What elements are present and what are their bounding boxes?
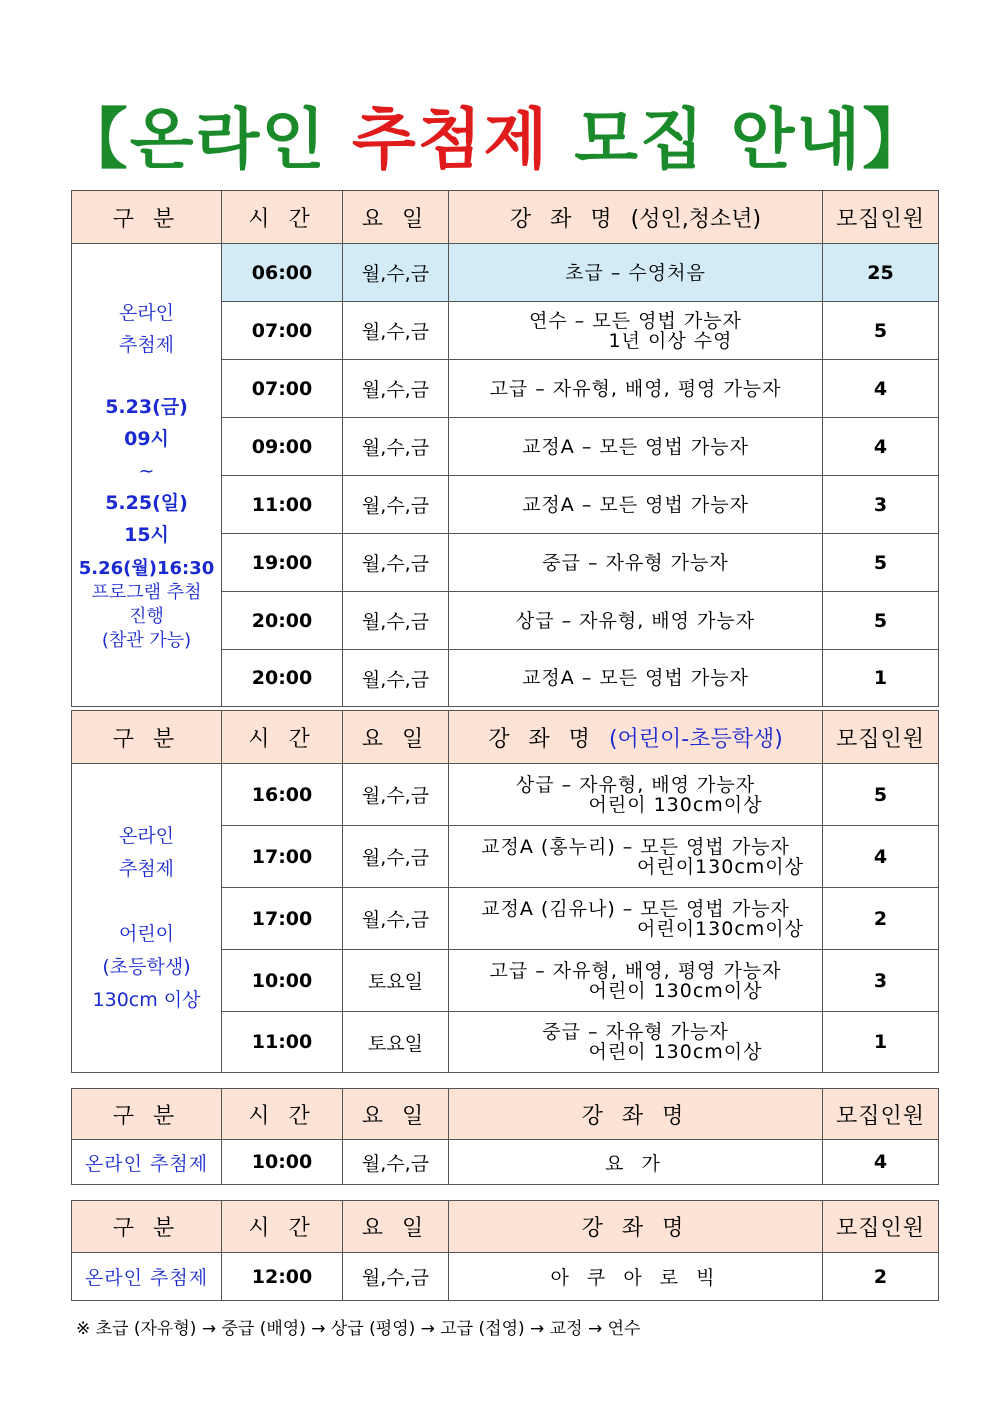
row-day: 월,수,금 [343,360,449,418]
row-count: 5 [823,592,939,650]
header-time: 시 간 [222,711,343,764]
course-name-line2: 어린이 130cm이상 [588,979,763,1002]
title-part1: 【온라인 [61,101,352,178]
row-time: 20:00 [222,592,343,650]
section1-left-cell [72,244,222,707]
course-name-line2: 어린이130cm이상 [637,917,804,940]
header-course-name [449,191,823,244]
row-day: 월,수,금 [343,534,449,592]
course-name-line2: 1년 이상 수영 [608,329,733,352]
header-course-name [449,711,823,764]
row-course-name [449,888,823,950]
header-day: 요 일 [343,711,449,764]
row-course-name [449,302,823,360]
yoga-schedule-table [71,1088,939,1185]
header-course-name-suffix: (성인,청소년) [630,206,762,232]
header-gubun: 구 분 [72,711,222,764]
course-name-line2: 어린이130cm이상 [637,855,804,878]
row-count: 25 [823,244,939,302]
header-course-name-prefix: 강 좌 명 [488,726,609,752]
row-count: 1 [823,650,939,707]
table-header-row [72,1201,939,1253]
left-text: 5.26(월)16:30 [78,558,215,579]
course-name-line1: 상급 – 자유형, 배영 가능자 [515,773,756,796]
row-day: 토요일 [343,950,449,1012]
table-row [72,1140,939,1185]
row-course-name: 아 쿠 아 로 빅 [449,1253,823,1301]
row-day: 월,수,금 [343,764,449,826]
row-time: 06:00 [222,244,343,302]
title-part3: 모집 안내】 [549,101,931,178]
row-course-name: 요 가 [449,1140,823,1185]
row-course-name [449,950,823,1012]
left-text: 5.25(일) [105,492,188,514]
row-time: 11:00 [222,1012,343,1073]
table-row [72,244,939,302]
header-day: 요 일 [343,191,449,244]
row-course-name [449,826,823,888]
kids-schedule-table [71,710,939,1073]
left-text: ~ [138,460,155,482]
row-day: 월,수,금 [343,826,449,888]
row-count: 3 [823,950,939,1012]
row-course-name: 고급 – 자유형, 배영, 평영 가능자 [449,360,823,418]
row-day: 월,수,금 [343,476,449,534]
course-name-line1: 중급 – 자유형 가능자 [542,1021,729,1043]
row-time: 07:00 [222,360,343,418]
header-count: 모집인원 [823,1201,939,1253]
row-count: 5 [823,764,939,826]
left-text: (참관 가능) [101,630,192,651]
row-time: 17:00 [222,826,343,888]
row-time: 20:00 [222,650,343,707]
header-day: 요 일 [343,1201,449,1253]
row-count: 5 [823,534,939,592]
course-name-line1: 고급 – 자유형, 배영, 평영 가능자 [489,959,782,982]
header-day: 요 일 [343,1089,449,1140]
row-time: 09:00 [222,418,343,476]
left-text: 09시 [124,428,169,450]
row-time: 16:00 [222,764,343,826]
left-text: 15시 [124,524,169,546]
row-count: 2 [823,888,939,950]
row-course-name [449,244,823,302]
row-day: 월,수,금 [343,650,449,707]
row-count: 3 [823,476,939,534]
header-gubun: 구 분 [72,1089,222,1140]
row-count: 4 [823,826,939,888]
section4-left-cell: 온라인 추첨제 [72,1253,222,1301]
row-course-name [449,1012,823,1073]
left-text: 어린이 [118,922,175,945]
course-name-line1: 교정A (김유나) – 모든 영법 가능자 [481,897,790,920]
title-part2: 추첨제 [351,101,550,178]
row-course-name: 중급 – 자유형 가능자 [449,534,823,592]
course-name-line1: 연수 – 모든 영법 가능자 [529,309,742,332]
table-row [72,1253,939,1301]
page-title [0,100,992,180]
section3-left-cell: 온라인 추첨제 [72,1140,222,1185]
header-time: 시 간 [222,1201,343,1253]
left-text: 진행 [129,606,164,627]
header-count: 모집인원 [823,1089,939,1140]
header-course-name: 강 좌 명 [449,1201,823,1253]
left-text: 5.23(금) [105,396,188,418]
row-time: 12:00 [222,1253,343,1301]
row-day: 월,수,금 [343,592,449,650]
row-day: 월,수,금 [343,302,449,360]
header-time: 시 간 [222,191,343,244]
header-course-name-prefix: 강 좌 명 [509,206,631,232]
left-text: 프로그램 추첨 [91,582,202,603]
left-text: 추첨제 [118,857,175,880]
header-course-name: 강 좌 명 [449,1089,823,1140]
left-text: (초등학생) [102,955,191,978]
row-course-name: 상급 – 자유형, 배영 가능자 [449,592,823,650]
header-count: 모집인원 [823,191,939,244]
row-day: 월,수,금 [343,244,449,302]
row-count: 4 [823,1140,939,1185]
header-gubun: 구 분 [72,1201,222,1253]
aquarobics-schedule-table [71,1200,939,1301]
level-progression-note: ※ 초급 (자유형) → 중급 (배영) → 상급 (평영) → 고급 (접영) → 교정 → 연수 [76,1319,641,1339]
left-text: 온라인 [118,302,175,324]
course-name-line1: 교정A (홍누리) – 모든 영법 가능자 [481,835,790,858]
row-count: 4 [823,418,939,476]
row-count: 5 [823,302,939,360]
row-count: 1 [823,1012,939,1073]
table-header-row [72,191,939,244]
row-time: 10:00 [222,1140,343,1185]
row-day: 월,수,금 [343,418,449,476]
row-time: 19:00 [222,534,343,592]
row-course-name: 교정A – 모든 영법 가능자 [449,650,823,707]
left-text: 추첨제 [118,334,175,356]
left-text: 온라인 [118,824,175,847]
row-count: 2 [823,1253,939,1301]
row-day: 월,수,금 [343,888,449,950]
row-time: 07:00 [222,302,343,360]
header-count: 모집인원 [823,711,939,764]
row-time: 11:00 [222,476,343,534]
left-text: 130cm 이상 [92,988,201,1011]
row-count: 4 [823,360,939,418]
course-name-line2: 어린이 130cm이상 [588,1041,763,1063]
course-name-line2: 어린이 130cm이상 [588,793,763,816]
header-time: 시 간 [222,1089,343,1140]
row-course-name: 교정A – 모든 영법 가능자 [449,476,823,534]
course-name-line1: 초급 – 수영처음 [565,261,706,284]
table-header-row [72,711,939,764]
row-time: 10:00 [222,950,343,1012]
row-day: 월,수,금 [343,1140,449,1185]
header-course-name-suffix: (어린이-초등학생) [608,726,783,752]
row-course-name [449,764,823,826]
section2-left-cell [72,764,222,1073]
row-day: 토요일 [343,1012,449,1073]
table-row [72,764,939,826]
row-day: 월,수,금 [343,1253,449,1301]
table-header-row [72,1089,939,1140]
adult-schedule-table [71,190,939,707]
row-time: 17:00 [222,888,343,950]
header-gubun: 구 분 [72,191,222,244]
row-course-name: 교정A – 모든 영법 가능자 [449,418,823,476]
